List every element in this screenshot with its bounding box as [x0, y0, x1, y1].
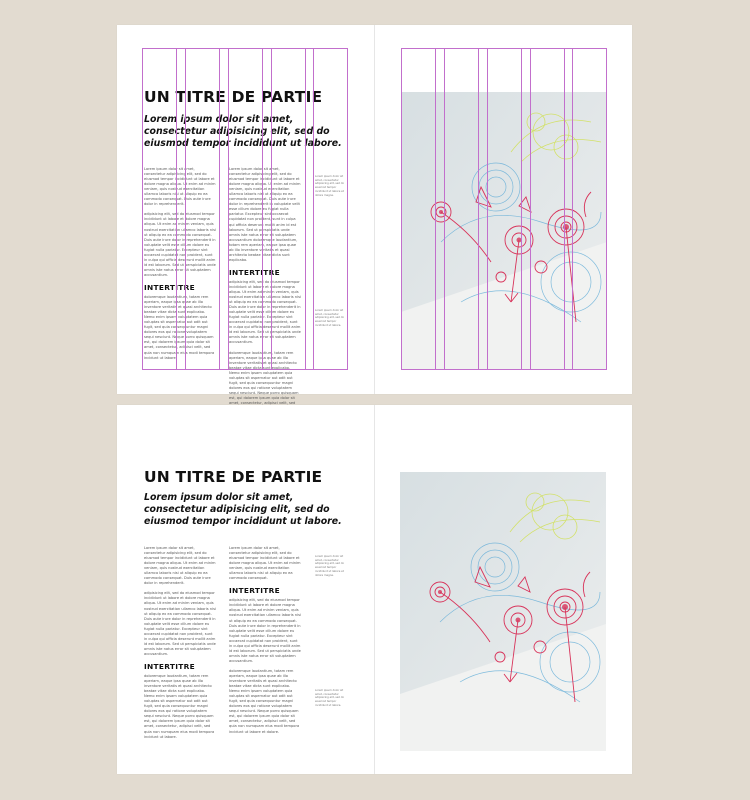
- body-paragraph: Lorem ipsum dolor sit amet, consectetur adipisicing elit, sed do eiusmod tempor incididunt ut labore et dolore magna aliqua. Ut enim ad minim veniam, quis nostrud exercitation ullamco laboris nisi ut aliquip ex ea commodo consequat.: [229, 546, 301, 581]
- text-column-2: [229, 167, 301, 405]
- text-column-2: [229, 546, 301, 748]
- subheading: INTERTITRE: [144, 661, 195, 671]
- margin-note: Lorem ipsum dolor sit amet, consectetur adipisicing elit, sed do eiusmod tempor incididunt ut labore et dolore magna.: [315, 555, 345, 577]
- body-paragraph: Lorem ipsum dolor sit amet, consectetur adipisicing elit, sed do eiusmod tempor incididunt ut labore et dolore magna aliqua. Ut enim ad minim veniam, quis nostrud exercitation ullamco laboris nisi ut aliquip ex ea commodo consequat. Duis aute irure dolor in reprehenderit.: [144, 546, 216, 586]
- lede-paragraph: Lorem ipsum dolor sit amet, consectetur adipisicing elit, sed do eiusmod tempor incididunt ut labore.: [144, 114, 342, 149]
- subheading: INTERTITRE: [229, 267, 280, 277]
- subheading: INTERTITRE: [229, 586, 280, 596]
- body-paragraph: doloremque laudantium, totam rem aperiam, eaque ipsa quae ab illo inventore veritatis et quasi architecto beatae vitae dicta sunt explicabo. Nemo enim ipsam voluptatem quia voluptas sit aspernatur aut odit aut fugit, sed quia consequuntur magni dolores eos qui ratione voluptatem sequi nesciunt. Neque porro quisquam est, qui dolorem ipsum quia dolor sit amet, consectetur, adipisci velit, sed: [229, 350, 299, 405]
- floral-illustration: [400, 472, 606, 751]
- spread-top: [117, 25, 632, 405]
- body-paragraph: doloremque laudantium, totam rem aperiam, eaque ipsa quae ab illo inventore veritatis et quasi architecto beatae vitae dicta sunt explicabo. Nemo enim ipsam voluptatem quia voluptas sit aspernatur aut odit aut fugit, sed quia consequuntur magni dolores eos qui ratione voluptatem sequi nesciunt. Neque porro quisquam est, qui dolorem ipsum quia dolor sit amet, consectetur, adipisci velit, sed quia non numquam eius modi tempora incidunt ut labore.: [144, 294, 215, 360]
- body-paragraph: adipisicing elit, sed do eiusmod tempor incididunt ut labore et dolore magna aliqua. Ut enim ad minim veniam, quis nostrud exercitation ullamco laboris nisi ut aliquip ex ea commodo consequat. Duis aute irure dolor in reprehenderit in voluptate velit esse cillum dolore eu fugiat nulla pariatur. Excepteur sint occaecat cupidatat non proident, sunt in culpa qui officia deserunt mollit anim id est laborum. Sed ut perspiciatis unde omnis iste natus error sit voluptatem accusantium.: [229, 279, 301, 345]
- body-paragraph: adipisicing elit, sed do eiusmod tempor incididunt ut labore et dolore magna aliqua. Ut enim ad minim veniam, quis nostrud exercitation ullamco laboris nisi ut aliquip ex ea commodo consequat. Duis aute irure dolor in reprehenderit in voluptate velit esse cillum dolore eu fugiat nulla pariatur. Excepteur sint occaecat cupidatat non proident, sunt in culpa qui officia deserunt mollit anim id est laborum. Sed ut perspiciatis unde omnis iste natus error sit voluptatem accusantium.: [144, 591, 216, 656]
- margin-note: Lorem ipsum dolor sit amet, consectetur adipisicing elit, sed do eiusmod tempor incididunt ut labore et dolore magna.: [315, 175, 345, 197]
- spine-gutter: [374, 405, 375, 774]
- body-paragraph: doloremque laudantium, totam rem aperiam, eaque ipsa quae ab illo inventore veritatis et quasi architecto beatae vitae dicta sunt explicabo. Nemo enim ipsam voluptatem quia voluptas sit aspernatur aut odit aut fugit, sed quia consequuntur magni dolores eos qui ratione voluptatem sequi nesciunt. Neque porro quisquam est, qui dolorem ipsum quia dolor sit amet, consectetur, adipisci velit, sed quia non numquam eius modi tempora incidunt ut labore et dolore.: [229, 668, 300, 734]
- text-column-1: [144, 167, 216, 369]
- text-column-1: [144, 546, 216, 748]
- margin-note: Lorem ipsum dolor sit amet, consectetur adipisicing elit, sed do eiusmod tempor incididunt ut labore.: [315, 689, 345, 707]
- illustration-photo: [400, 472, 606, 751]
- body-paragraph: doloremque laudantium, totam rem aperiam, eaque ipsa quae ab illo inventore veritatis et quasi architecto beatae vitae dicta sunt explicabo. Nemo enim ipsam voluptatem quia voluptas sit aspernatur aut odit aut fugit, sed quia consequuntur magni dolores eos qui ratione voluptatem sequi nesciunt. Neque porro quisquam est, qui dolorem ipsum quia dolor sit amet, consectetur, adipisci velit, sed quia non numquam eius modi tempora incidunt ut labore.: [144, 673, 215, 739]
- body-paragraph: Lorem ipsum dolor sit amet, consectetur adipisicing elit, sed do eiusmod tempor incididunt ut labore et dolore magna aliqua. Ut enim ad minim veniam, quis nostrud exercitation ullamco laboris nisi ut aliquip ex ea commodo consequat. Duis aute irure dolor in reprehenderit.: [144, 167, 216, 207]
- margin-note: Lorem ipsum dolor sit amet, consectetur adipisicing elit, sed do eiusmod tempor incididunt ut labore.: [315, 309, 345, 327]
- body-paragraph: Lorem ipsum dolor sit amet, consectetur adipisicing elit, sed do eiusmod tempor incididunt ut labore et dolore magna aliqua. Ut enim ad minim veniam, quis nostrud exercitation ullamco laboris nisi ut aliquip ex ea commodo consequat. Duis aute irure dolor in reprehenderit in voluptate velit esse cillum dolore eu fugiat nulla pariatur. Excepteur sint occaecat cupidatat non proident, sunt in culpa qui officia deserunt mollit anim id est laborum. Sed ut perspiciatis unde omnis iste natus error sit voluptatem accusantium doloremque laudantium, totam rem aperiam, eaque ipsa quae ab illo inventore veritatis et quasi architecto beatae vitae dicta sunt explicabo.: [229, 167, 301, 262]
- spread-bottom: [117, 405, 632, 774]
- subheading: INTERTITRE: [144, 282, 195, 292]
- lede-paragraph: Lorem ipsum dolor sit amet, consectetur adipisicing elit, sed do eiusmod tempor incididunt ut labore.: [144, 492, 342, 527]
- page-title: UN TITRE DE PARTIE: [144, 88, 323, 106]
- floral-illustration: [401, 92, 607, 369]
- body-paragraph: adipisicing elit, sed do eiusmod tempor incididunt ut labore et dolore magna aliqua. Ut enim ad minim veniam, quis nostrud exercitation ullamco laboris nisi ut aliquip ex ea commodo consequat. Duis aute irure dolor in reprehenderit in voluptate velit esse cillum dolore eu fugiat nulla pariatur. Excepteur sint occaecat cupidatat non proident, sunt in culpa qui officia deserunt mollit anim id est laborum. Sed ut perspiciatis unde omnis iste natus error sit voluptatem accusantium.: [229, 598, 301, 663]
- spine-gutter: [374, 25, 375, 394]
- page-title: UN TITRE DE PARTIE: [144, 468, 323, 486]
- body-paragraph: adipisicing elit, sed do eiusmod tempor incididunt ut labore et dolore magna aliqua. Ut enim ad minim veniam, quis nostrud exercitation ullamco laboris nisi ut aliquip ex ea commodo consequat. Duis aute irure dolor in reprehenderit in voluptate velit esse cillum dolore eu fugiat nulla pariatur. Excepteur sint occaecat cupidatat non proident, sunt in culpa qui officia deserunt mollit anim id est laborum. Sed ut perspiciatis unde omnis iste natus error sit voluptatem accusantium.: [144, 212, 216, 277]
- illustration-photo: [401, 92, 607, 369]
